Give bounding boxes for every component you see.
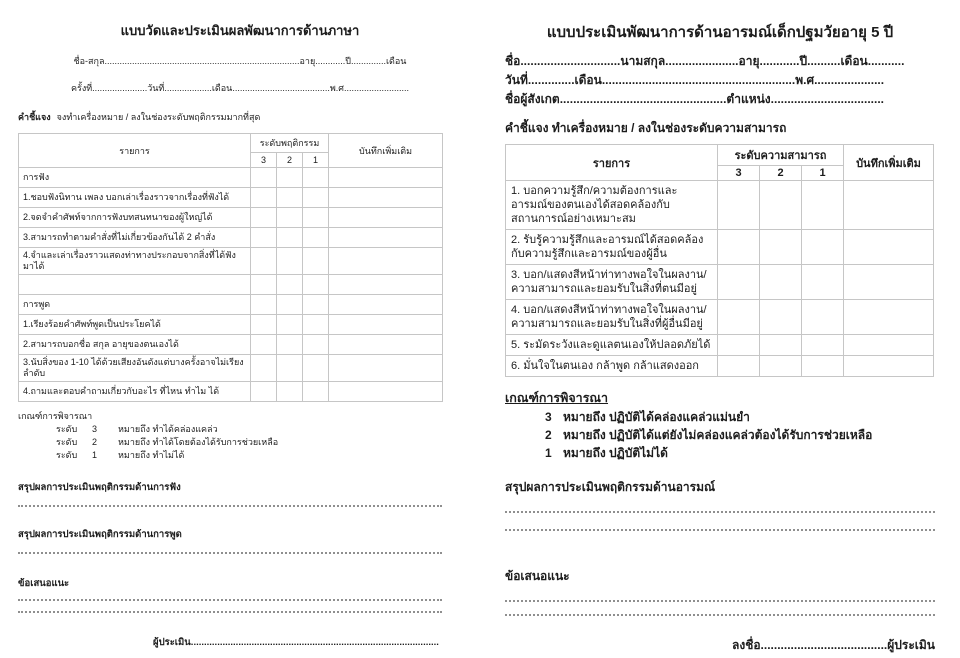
level-2-header: 2 xyxy=(760,166,802,181)
note-cell xyxy=(329,168,443,188)
criteria-line xyxy=(18,449,480,462)
score-cell xyxy=(802,230,844,265)
session-date-line: ครั้งที่......................วันที่...................เดือน.......................................พ.ศ.......................... xyxy=(71,83,409,93)
date-line: วันที่..............เดือน..........................................................พ.ศ..................... xyxy=(505,73,885,87)
note-cell xyxy=(329,188,443,208)
score-cell xyxy=(718,300,760,335)
score-cell xyxy=(251,228,277,248)
score-cell xyxy=(303,295,329,315)
table-row xyxy=(506,335,934,356)
criteria-level: 3 xyxy=(545,410,552,424)
criteria-line xyxy=(505,426,960,444)
criteria-level: 2 xyxy=(92,437,98,447)
score-cell xyxy=(718,181,760,230)
emotional-assessment-page xyxy=(480,0,960,658)
score-cell xyxy=(802,300,844,335)
summary-speaking-label: สรุปผลการประเมินพฤติกรรมด้านการพูด xyxy=(18,529,182,540)
table-row xyxy=(506,300,934,335)
score-cell xyxy=(303,382,329,402)
criteria-meaning: หมายถึง ปฏิบัติไม่ได้ xyxy=(563,446,668,460)
score-cell xyxy=(303,355,329,382)
column-header-item: รายการ xyxy=(506,145,718,181)
criteria-title: เกณฑ์การพิจารณา xyxy=(505,391,609,405)
table-row xyxy=(19,315,443,335)
page-title: แบบวัดและประเมินผลพัฒนาการด้านภาษา xyxy=(120,23,360,38)
criteria-section xyxy=(505,388,960,462)
row-label: 2.สามารถบอกชื่อ สกุล อายุของตนเองได้ xyxy=(19,335,251,355)
table-row xyxy=(19,382,443,402)
column-header-note: บันทึกเพิ่มเติม xyxy=(844,145,934,181)
score-cell xyxy=(277,382,303,402)
criteria-title: เกณฑ์การพิจารณา xyxy=(18,411,93,421)
instruction-text: จงทำเครื่องหมาย / ลงในช่องระดับพฤติกรรมมากที่สุด xyxy=(56,112,261,122)
score-cell xyxy=(760,335,802,356)
score-cell xyxy=(251,168,277,188)
score-cell xyxy=(303,315,329,335)
note-cell xyxy=(844,265,934,300)
note-cell xyxy=(844,300,934,335)
section-label-speaking: การพูด xyxy=(19,295,251,315)
criteria-prefix: ระดับ xyxy=(56,424,78,434)
criteria-line xyxy=(18,423,480,436)
table-row xyxy=(19,295,443,315)
score-cell xyxy=(303,168,329,188)
score-cell xyxy=(802,265,844,300)
row-label: 4.ถามและตอบคำถามเกี่ยวกับอะไร ที่ไหน ทำไม ได้ xyxy=(19,382,251,402)
criteria-meaning: หมายถึง ปฏิบัติได้คล่องแคล่วแม่นยำ xyxy=(563,410,750,424)
table-row xyxy=(19,335,443,355)
note-cell xyxy=(844,181,934,230)
note-cell xyxy=(844,230,934,265)
table-row xyxy=(506,265,934,300)
column-header-level: ระดับพฤติกรรม xyxy=(251,134,329,153)
score-cell xyxy=(303,188,329,208)
score-cell xyxy=(802,181,844,230)
page-title: แบบประเมินพัฒนาการด้านอารมณ์เด็กปฐมวัยอายุ 5 ปี xyxy=(546,24,894,41)
criteria-level: 3 xyxy=(92,424,98,434)
note-cell xyxy=(329,275,443,295)
table-row xyxy=(19,275,443,295)
dotted-line xyxy=(18,611,442,613)
section-label-listening: การฟัง xyxy=(19,168,251,188)
score-cell xyxy=(277,295,303,315)
table-row xyxy=(19,248,443,275)
column-header-item: รายการ xyxy=(19,134,251,168)
score-cell xyxy=(718,265,760,300)
score-cell xyxy=(802,356,844,377)
note-cell xyxy=(329,382,443,402)
score-cell xyxy=(277,275,303,295)
score-cell xyxy=(303,228,329,248)
level-1-header: 1 xyxy=(802,166,844,181)
table-row xyxy=(19,355,443,382)
row-label: 1.เรียงร้อยคำศัพท์พูดเป็นประโยคได้ xyxy=(19,315,251,335)
score-cell xyxy=(277,335,303,355)
score-cell xyxy=(760,300,802,335)
table-row xyxy=(19,208,443,228)
score-cell xyxy=(251,295,277,315)
score-cell xyxy=(760,230,802,265)
note-cell xyxy=(844,335,934,356)
score-cell xyxy=(303,248,329,275)
score-cell xyxy=(277,208,303,228)
row-label: 2.จดจำคำศัพท์จากการฟังบทสนทนาของผู้ใหญ่ได้ xyxy=(19,208,251,228)
table-row xyxy=(506,230,934,265)
row-label: 1.ชอบฟังนิทาน เพลง บอกเล่าเรื่องราวจากเรื่องที่ฟังได้ xyxy=(19,188,251,208)
score-cell xyxy=(277,188,303,208)
score-cell xyxy=(760,356,802,377)
score-cell xyxy=(802,335,844,356)
note-cell xyxy=(303,275,329,295)
row-label: 3. บอก/แสดงสีหน้าท่าทางพอใจในผลงาน/ความสามารถและยอมรับในสิ่งที่ตนมีอยู่ xyxy=(506,265,718,300)
row-label: 4. บอก/แสดงสีหน้าท่าทางพอใจในผลงาน/ความสามารถและยอมรับในสิ่งที่ผู้อื่นมีอยู่ xyxy=(506,300,718,335)
note-cell xyxy=(329,208,443,228)
level-3-header: 3 xyxy=(718,166,760,181)
score-cell xyxy=(718,335,760,356)
score-cell xyxy=(251,248,277,275)
note-cell xyxy=(329,248,443,275)
score-cell xyxy=(760,181,802,230)
column-header-note: บันทึกเพิ่มเติม xyxy=(329,134,443,168)
score-cell xyxy=(251,335,277,355)
criteria-level: 2 xyxy=(545,428,552,442)
criteria-line xyxy=(505,444,960,462)
score-cell xyxy=(251,355,277,382)
dotted-line xyxy=(505,614,935,616)
suggestions-label: ข้อเสนอแนะ xyxy=(505,569,570,583)
row-label: 4.จำและเล่าเรื่องราวแสดงท่าทางประกอบจากสิ่งที่ได้ฟังมาได้ xyxy=(19,248,251,275)
observer-line: ชื่อผู้สังเกต..................................................ตำแหน่ง.................................. xyxy=(505,92,885,106)
assessor-signature-line: ผู้ประเมิน.............................................................................................. xyxy=(153,637,439,648)
note-cell xyxy=(329,355,443,382)
level-2-header: 2 xyxy=(277,153,303,168)
score-cell xyxy=(760,265,802,300)
score-cell xyxy=(251,275,277,295)
score-cell xyxy=(277,168,303,188)
criteria-meaning: หมายถึง ทำได้คล่องแคล่ว xyxy=(118,424,218,434)
row-label: 1. บอกความรู้สึก/ความต้องการและอารมณ์ของตนเองได้สอดคล้องกับสถานการณ์อย่างเหมาะสม xyxy=(506,181,718,230)
ability-rating-table xyxy=(505,144,934,377)
criteria-prefix: ระดับ xyxy=(56,450,78,460)
criteria-meaning: หมายถึง ทำได้โดยต้องได้รับการช่วยเหลือ xyxy=(118,437,279,447)
criteria-prefix: ระดับ xyxy=(56,437,78,447)
row-label: 6. มั่นใจในตนเอง กล้าพูด กล้าแสดงออก xyxy=(506,356,718,377)
score-cell xyxy=(251,382,277,402)
level-1-header: 1 xyxy=(303,153,329,168)
score-cell xyxy=(251,315,277,335)
criteria-meaning: หมายถึง ทำไม่ได้ xyxy=(118,450,185,460)
row-label xyxy=(19,275,251,295)
table-row xyxy=(506,356,934,377)
row-label: 5. ระมัดระวังและดูแลตนเองให้ปลอดภัยได้ xyxy=(506,335,718,356)
score-cell xyxy=(277,228,303,248)
row-label: 3.สามารถทำตามคำสั่งที่ไม่เกี่ยวข้องกันได้ 2 คำสั่ง xyxy=(19,228,251,248)
score-cell xyxy=(303,208,329,228)
instruction-line xyxy=(18,110,480,124)
table-row xyxy=(19,228,443,248)
criteria-line xyxy=(505,408,960,426)
summary-emotion-label: สรุปผลการประเมินพฤติกรรมด้านอารมณ์ xyxy=(505,480,716,494)
name-age-line: ชื่อ..............................นามสกุล......................อายุ............ปี..........เดือน........... xyxy=(505,54,905,68)
criteria-meaning: หมายถึง ปฏิบัติได้แต่ยังไม่คล่องแคล่วต้องได้รับการช่วยเหลือ xyxy=(563,428,873,442)
signature-line: ลงชื่อ......................................ผู้ประเมิน xyxy=(731,638,935,652)
table-row xyxy=(19,168,443,188)
behavior-rating-table xyxy=(18,133,443,402)
criteria-line xyxy=(18,436,480,449)
score-cell xyxy=(251,208,277,228)
criteria-level: 1 xyxy=(92,450,98,460)
row-label: 3.นับสิ่งของ 1-10 ได้ด้วยเสียงอันดังแต่บางครั้งอาจไม่เรียงลำดับ xyxy=(19,355,251,382)
score-cell xyxy=(277,315,303,335)
score-cell xyxy=(277,355,303,382)
criteria-level: 1 xyxy=(545,446,552,460)
score-cell xyxy=(303,335,329,355)
criteria-section xyxy=(18,409,480,462)
note-cell xyxy=(844,356,934,377)
score-cell xyxy=(277,248,303,275)
table-row xyxy=(19,188,443,208)
table-row xyxy=(506,181,934,230)
score-cell xyxy=(251,188,277,208)
level-3-header: 3 xyxy=(251,153,277,168)
instruction-line: คำชี้แจง ทำเครื่องหมาย / ลงในช่องระดับความสามารถ xyxy=(505,121,787,135)
score-cell xyxy=(718,230,760,265)
name-age-line: ชื่อ-สกุล..............................................................................อายุ............ปี..............เดือน xyxy=(73,56,407,66)
note-cell xyxy=(329,295,443,315)
note-cell xyxy=(329,228,443,248)
summary-listening-label: สรุปผลการประเมินพฤติกรรมด้านการฟัง xyxy=(18,482,181,493)
score-cell xyxy=(718,356,760,377)
instruction-label: คำชี้แจง xyxy=(18,112,51,122)
note-cell xyxy=(329,335,443,355)
note-cell xyxy=(329,315,443,335)
suggestions-label: ข้อเสนอแนะ xyxy=(18,578,70,589)
row-label: 2. รับรู้ความรู้สึกและอารมณ์ได้สอดคล้องกับความรู้สึกและอารมณ์ของผู้อื่น xyxy=(506,230,718,265)
column-header-level: ระดับความสามารถ xyxy=(718,145,844,166)
